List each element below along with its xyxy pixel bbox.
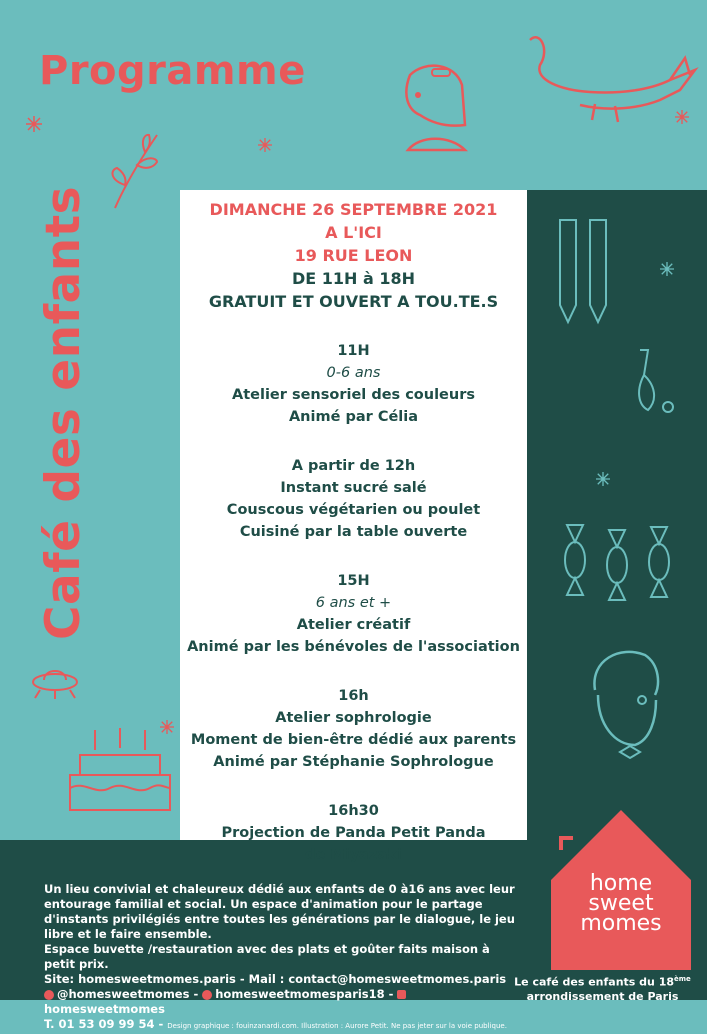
- schedule-line: Instant sucré salé: [280, 480, 427, 496]
- schedule-line: Animé par les bénévoles de l'association: [187, 639, 520, 655]
- twitter-icon: [44, 990, 54, 1000]
- program-card: [180, 190, 527, 863]
- schedule-line: Couscous végétarien ou poulet: [226, 502, 481, 518]
- schedule-line: Moment de bien-être dédié aux parents: [190, 732, 517, 748]
- schedule-time: 16h: [338, 688, 369, 704]
- schedule-item: [180, 570, 527, 658]
- star-icon: [160, 720, 174, 734]
- footer-social: [44, 987, 524, 1017]
- schedule-line: Animé par Stéphanie Sophrologue: [213, 754, 494, 770]
- event-date: DIMANCHE 26 SEPTEMBRE 2021: [209, 200, 498, 219]
- boy-portrait-icon: [580, 640, 670, 760]
- schedule-line: Animé par Célia: [288, 409, 419, 425]
- home-sweet-momes-logo: home sweet momes: [580, 871, 662, 936]
- schedule-line: Projection de Panda Petit Panda: [221, 825, 486, 841]
- schedule-time: 11H: [337, 343, 370, 359]
- schedule-age: 0-6 ans: [326, 365, 381, 381]
- branch-icon: [105, 130, 165, 210]
- bird-icon: [630, 345, 680, 425]
- footer-buvette: Espace buvette /restauration avec des plats et goûter faits maison à petit prix.: [44, 942, 490, 971]
- star-icon: [675, 110, 689, 124]
- schedule-time: 16h30: [328, 803, 379, 819]
- event-hours: DE 11H à 18H: [291, 269, 416, 288]
- logo-caption: Le café des enfants du 18ème arrondissement de Paris: [514, 975, 691, 1003]
- ufo-icon: [30, 660, 80, 700]
- facebook-icon: [202, 990, 212, 1000]
- facebook-handle[interactable]: homesweetmomesparis18 -: [215, 987, 394, 1001]
- footer-phone-line: [44, 1017, 524, 1034]
- star-icon: [596, 472, 610, 486]
- schedule-line: Atelier sensoriel des couleurs: [232, 387, 475, 403]
- schedule-time: 15H: [337, 573, 370, 589]
- footer-site-line[interactable]: Site: homesweetmomes.paris - Mail : contact@homesweetmomes.paris: [44, 972, 507, 986]
- star-icon: [258, 138, 272, 152]
- schedule-line: Atelier sophrologie: [275, 710, 432, 726]
- schedule-line: de Miyazaki: [305, 847, 402, 863]
- schedule-item: [180, 340, 527, 428]
- birthday-cake-icon: [65, 710, 175, 815]
- star-icon: [26, 116, 42, 132]
- crocodile-icon: [520, 20, 700, 130]
- instagram-icon: [397, 990, 406, 999]
- girl-portrait-icon: [390, 55, 480, 165]
- footer-phone: T. 01 53 09 99 54 -: [44, 1017, 164, 1031]
- event-address: 19 RUE LEON: [294, 246, 413, 265]
- schedule-item: [180, 685, 527, 773]
- poster-title: Programme: [39, 48, 306, 94]
- schedule-item: [180, 455, 527, 543]
- schedule-time: A partir de 12h: [291, 458, 416, 474]
- schedule-age: 6 ans et +: [315, 595, 392, 611]
- event-venue: A L'ICI: [325, 223, 382, 242]
- instagram-handle[interactable]: homesweetmomes: [44, 1002, 165, 1016]
- event-access: GRATUIT ET OUVERT A TOU.TE.S: [208, 292, 499, 311]
- footer-info: [44, 882, 524, 1034]
- twitter-handle[interactable]: @homesweetmomes -: [57, 987, 199, 1001]
- schedule-item: [180, 800, 527, 866]
- schedule-line: Atelier créatif: [296, 617, 411, 633]
- vertical-title: Café des enfants: [36, 185, 91, 640]
- candies-icon: [555, 520, 685, 600]
- schedule-line: Cuisiné par la table ouverte: [239, 524, 468, 540]
- star-icon: [660, 262, 674, 276]
- footer-description: Un lieu convivial et chaleureux dédié aux enfants de 0 à16 ans avec leur entourage familial et social. Un espace d'animation pour le partage d'instants privilégiés entre toutes les générations par le dialogue, le jeu libre et le faire ensemble.: [44, 882, 515, 941]
- pencils-icon: [550, 210, 620, 330]
- footer-credits: Design graphique : fouinzanardi.com. Illustration : Aurore Petit. Ne pas jeter sur la voie publique.: [167, 1022, 507, 1030]
